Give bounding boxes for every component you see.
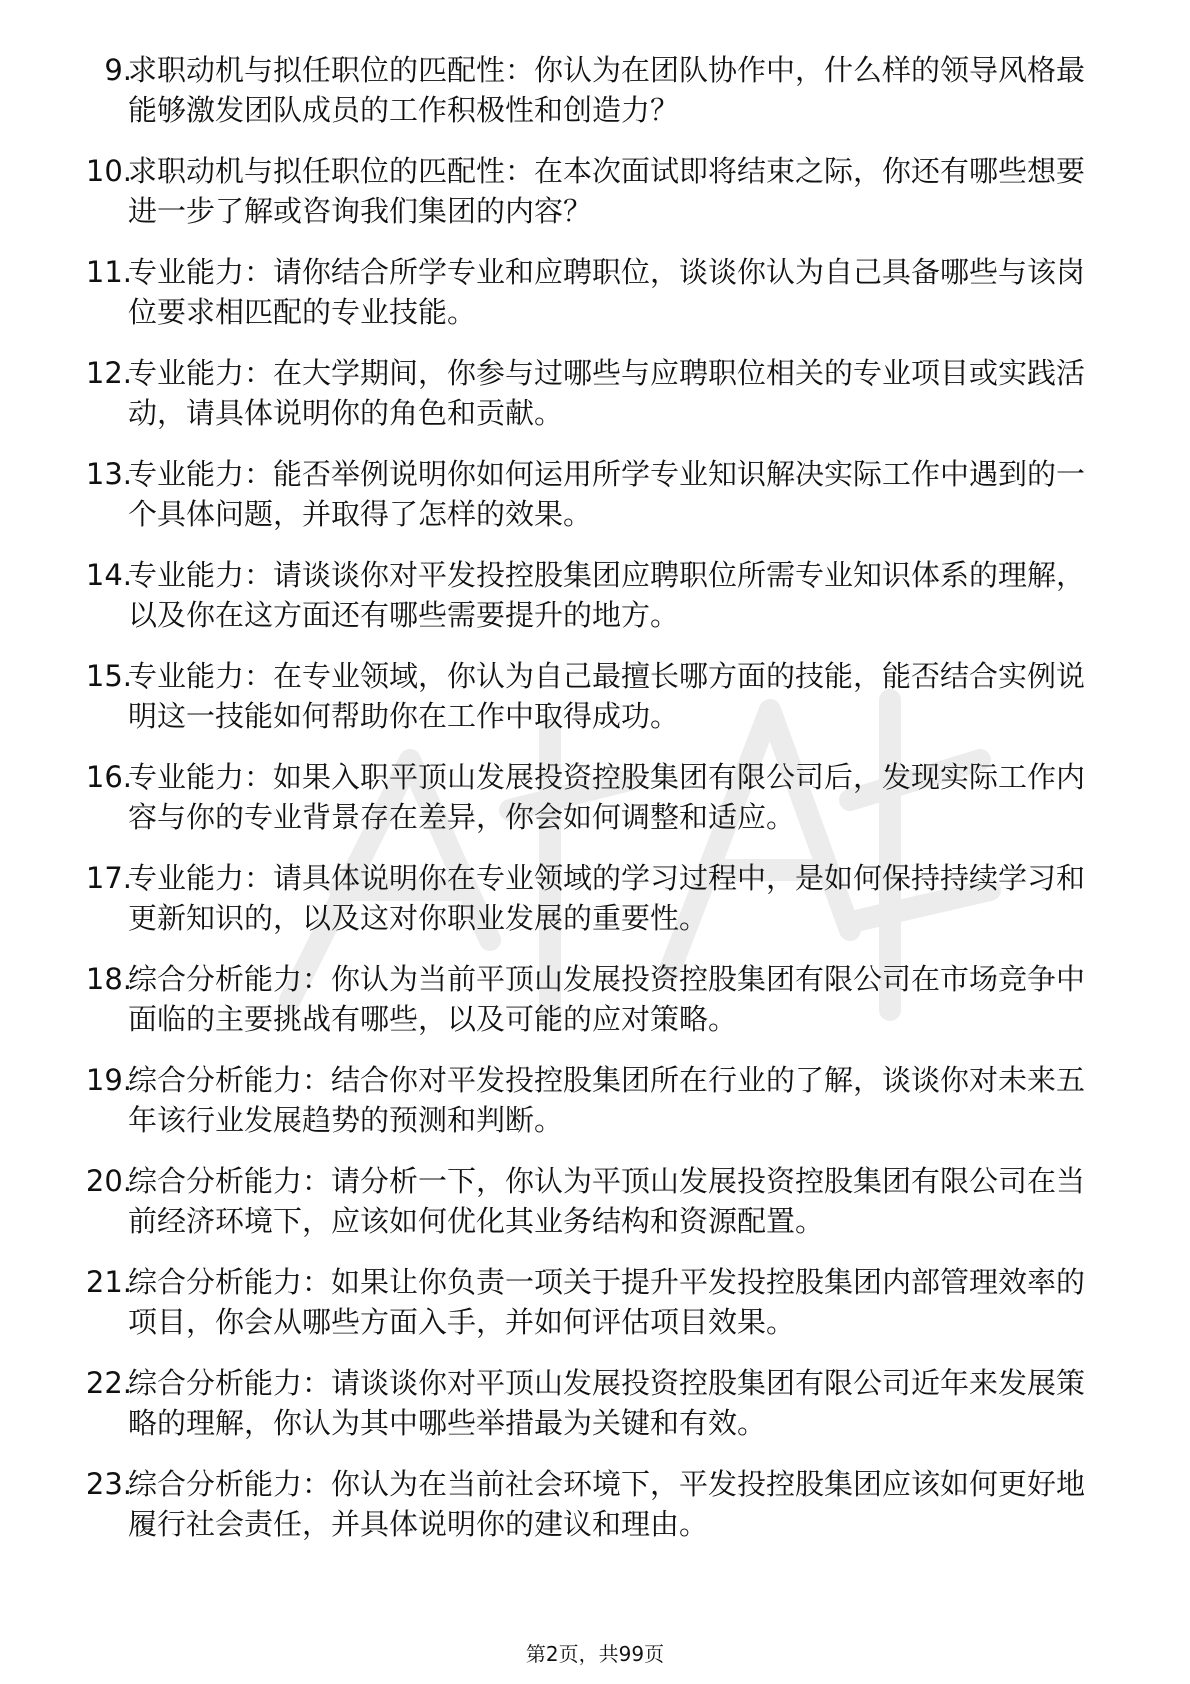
question-item — [0, 555, 1190, 635]
question-number: 16. — [85, 760, 132, 794]
question-item — [0, 1161, 1190, 1241]
question-item — [0, 1363, 1190, 1443]
question-number: 13. — [85, 457, 132, 491]
question-item — [0, 252, 1190, 332]
question-number: 9. — [104, 53, 132, 87]
question-text: 专业能力：如果入职平顶山发展投资控股集团有限公司后，发现实际工作内容与你的专业背景存在差异，你会如何调整和适应。 — [128, 760, 1086, 834]
question-item — [0, 656, 1190, 736]
question-number: 15. — [85, 659, 132, 693]
question-number: 10. — [85, 154, 132, 188]
question-item — [0, 858, 1190, 938]
question-number: 21. — [85, 1265, 132, 1299]
question-text: 专业能力：请谈谈你对平发投控股集团应聘职位所需专业知识体系的理解，以及你在这方面还有哪些需要提升的地方。 — [128, 558, 1086, 632]
question-text: 专业能力：请具体说明你在专业领域的学习过程中，是如何保持持续学习和更新知识的，以及这对你职业发展的重要性。 — [128, 861, 1086, 935]
question-text: 专业能力：在专业领域，你认为自己最擅长哪方面的技能，能否结合实例说明这一技能如何帮助你在工作中取得成功。 — [128, 659, 1086, 733]
question-list — [0, 50, 1190, 1565]
question-item — [0, 50, 1190, 130]
question-item — [0, 1262, 1190, 1342]
question-text: 求职动机与拟任职位的匹配性：你认为在团队协作中，什么样的领导风格最能够激发团队成员的工作积极性和创造力？ — [128, 53, 1086, 127]
question-text: 综合分析能力：请分析一下，你认为平顶山发展投资控股集团有限公司在当前经济环境下，应该如何优化其业务结构和资源配置。 — [128, 1164, 1086, 1238]
question-number: 18. — [85, 962, 132, 996]
question-number: 19. — [85, 1063, 132, 1097]
page-footer — [0, 1640, 1190, 1668]
question-item — [0, 757, 1190, 837]
question-item — [0, 1464, 1190, 1544]
question-text: 专业能力：能否举例说明你如何运用所学专业知识解决实际工作中遇到的一个具体问题，并取得了怎样的效果。 — [128, 457, 1086, 531]
question-text: 综合分析能力：你认为在当前社会环境下，平发投控股集团应该如何更好地履行社会责任，并具体说明你的建议和理由。 — [128, 1467, 1086, 1541]
question-number: 23. — [85, 1467, 132, 1501]
question-text: 综合分析能力：如果让你负责一项关于提升平发投控股集团内部管理效率的项目，你会从哪些方面入手，并如何评估项目效果。 — [128, 1265, 1086, 1339]
question-item — [0, 1060, 1190, 1140]
question-text: 专业能力：在大学期间，你参与过哪些与应聘职位相关的专业项目或实践活动，请具体说明你的角色和贡献。 — [128, 356, 1086, 430]
question-text: 综合分析能力：结合你对平发投控股集团所在行业的了解，谈谈你对未来五年该行业发展趋势的预测和判断。 — [128, 1063, 1086, 1137]
question-item — [0, 454, 1190, 534]
page-number-label: 第2页，共99页 — [525, 1642, 665, 1666]
question-text: 综合分析能力：请谈谈你对平顶山发展投资控股集团有限公司近年来发展策略的理解，你认为其中哪些举措最为关键和有效。 — [128, 1366, 1086, 1440]
question-number: 17. — [85, 861, 132, 895]
question-number: 12. — [85, 356, 132, 390]
question-number: 11. — [85, 255, 132, 289]
question-text: 专业能力：请你结合所学专业和应聘职位，谈谈你认为自己具备哪些与该岗位要求相匹配的专业技能。 — [128, 255, 1086, 329]
question-item — [0, 959, 1190, 1039]
question-text: 求职动机与拟任职位的匹配性：在本次面试即将结束之际，你还有哪些想要进一步了解或咨询我们集团的内容？ — [128, 154, 1086, 228]
question-number: 22. — [85, 1366, 132, 1400]
question-item — [0, 151, 1190, 231]
question-item — [0, 353, 1190, 433]
question-text: 综合分析能力：你认为当前平顶山发展投资控股集团有限公司在市场竞争中面临的主要挑战有哪些，以及可能的应对策略。 — [128, 962, 1086, 1036]
question-number: 14. — [85, 558, 132, 592]
question-number: 20. — [85, 1164, 132, 1198]
